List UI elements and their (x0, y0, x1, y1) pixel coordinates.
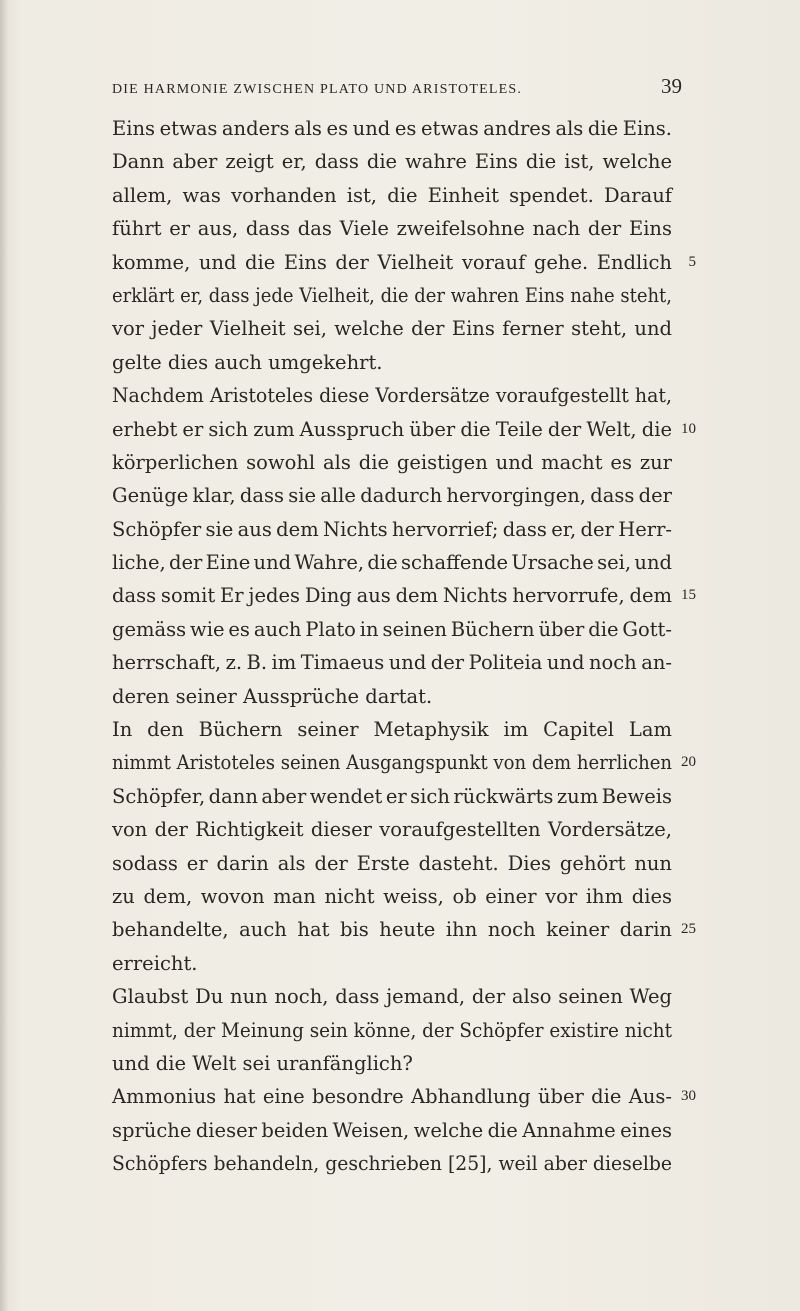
text-line-content: sprüche dieser beiden Weisen, welche die Annahme eines (112, 1118, 672, 1142)
text-line (112, 980, 672, 1013)
text-line-content: gelte dies auch umgekehrt. (112, 350, 383, 374)
line-number: 25 (681, 921, 696, 938)
text-line-content: und die Welt sei uranfänglich? (112, 1051, 413, 1075)
text-line-content: führt er aus, dass das Viele zweifelsohne nach der Eins (112, 217, 672, 241)
text-line (112, 847, 672, 880)
binding-shadow (0, 0, 8, 1311)
text-line-content: Nachdem Aristoteles diese Vordersätze voraufgestellt hat, (112, 384, 672, 408)
text-line (112, 446, 672, 479)
text-line (112, 212, 672, 245)
text-line-content: Dann aber zeigt er, dass die wahre Eins die ist, welche (112, 150, 672, 174)
page-number: 39 (661, 74, 682, 98)
text-line-content: Schöpfer, dann aber wendet er sich rückwärts zum Beweis (112, 784, 672, 808)
line-number: 5 (688, 253, 696, 270)
text-line (112, 413, 696, 446)
text-line (112, 479, 672, 512)
line-number: 30 (681, 1088, 696, 1105)
text-line-content: Schöpfers behandeln, geschrieben [25], weil aber dieselbe (112, 1152, 672, 1176)
text-line (112, 312, 672, 345)
text-line-content: vor jeder Vielheit sei, welche der Eins ferner steht, und (112, 317, 672, 341)
text-line (112, 546, 672, 579)
text-line-content: Eins etwas anders als es und es etwas andres als die Eins. (112, 117, 672, 140)
text-line-content: sodass er darin als der Erste dasteht. Dies gehört nun (112, 851, 672, 875)
text-line (112, 813, 672, 846)
text-line-content: Glaubst Du nun noch, dass jemand, der also seinen Weg (112, 985, 672, 1009)
running-title: DIE HARMONIE ZWISCHEN PLATO UND ARISTOTELES. (112, 82, 523, 97)
text-line-content: In den Büchern seiner Metaphysik im Capitel Lam (112, 718, 672, 742)
text-line-content: komme, und die Eins der Vielheit vorauf gehe. Endlich (112, 250, 672, 274)
text-line-content: nimmt Aristoteles seinen Ausgangspunkt von dem herrlichen (112, 751, 672, 775)
text-line-content: Genüge klar, dass sie alle dadurch hervorgingen, dass der (112, 484, 672, 508)
text-line-content: erhebt er sich zum Ausspruch über die Teile der Welt, die (112, 417, 672, 441)
text-line-content: körperlichen sowohl als die geistigen und macht es zur (112, 450, 672, 474)
text-line (112, 947, 672, 980)
text-line-content: allem, was vorhanden ist, die Einheit spendet. Darauf (112, 183, 672, 207)
text-line (112, 1047, 672, 1080)
text-line (112, 1114, 672, 1147)
text-line (112, 880, 672, 913)
text-line (112, 279, 672, 312)
text-line (112, 613, 672, 646)
text-line-content: dass somit Er jedes Ding aus dem Nichts hervorrufe, dem (112, 584, 672, 608)
text-line (112, 746, 696, 779)
text-line-content: Ammonius hat eine besondre Abhandlung über die Aus- (112, 1085, 672, 1109)
text-line-content: deren seiner Aussprüche dartat. (112, 684, 433, 708)
text-line-content: erreicht. (112, 951, 198, 975)
text-line (112, 112, 672, 145)
text-line-content: herrschaft, z. B. im Timaeus und der Politeia und noch an- (112, 651, 672, 675)
text-line-content: zu dem, wovon man nicht weiss, ob einer vor ihm dies (112, 884, 672, 908)
line-number: 10 (681, 420, 696, 437)
text-line-content: gemäss wie es auch Plato in seinen Büchern über die Gott- (112, 617, 672, 641)
text-line-content: erklärt er, dass jede Vielheit, die der wahren Eins nahe steht, (112, 283, 672, 307)
text-line (112, 913, 696, 946)
line-number: 15 (681, 587, 696, 604)
text-line (112, 246, 696, 279)
text-line (112, 379, 672, 412)
text-line (112, 1014, 672, 1047)
text-line-content: nimmt, der Meinung sein könne, der Schöpfer existire nicht (112, 1018, 672, 1042)
text-line (112, 145, 672, 178)
text-line-content: Schöpfer sie aus dem Nichts hervorrief; dass er, der Herr- (112, 517, 672, 541)
body-text (112, 112, 696, 1181)
text-line (112, 780, 672, 813)
text-line (112, 513, 672, 546)
running-head (112, 74, 682, 104)
text-line (112, 713, 672, 746)
line-number: 20 (681, 754, 696, 771)
text-line (112, 179, 672, 212)
text-line (112, 680, 672, 713)
text-line-content: behandelte, auch hat bis heute ihn noch keiner darin (112, 918, 672, 942)
text-line (112, 1080, 696, 1113)
text-line-content: liche, der Eine und Wahre, die schaffende Ursache sei, und (112, 551, 672, 575)
text-line-content: von der Richtigkeit dieser voraufgestellten Vordersätze, (112, 818, 672, 842)
text-line (112, 1147, 672, 1180)
text-line (112, 646, 672, 679)
text-line (112, 579, 696, 612)
text-line (112, 346, 672, 379)
